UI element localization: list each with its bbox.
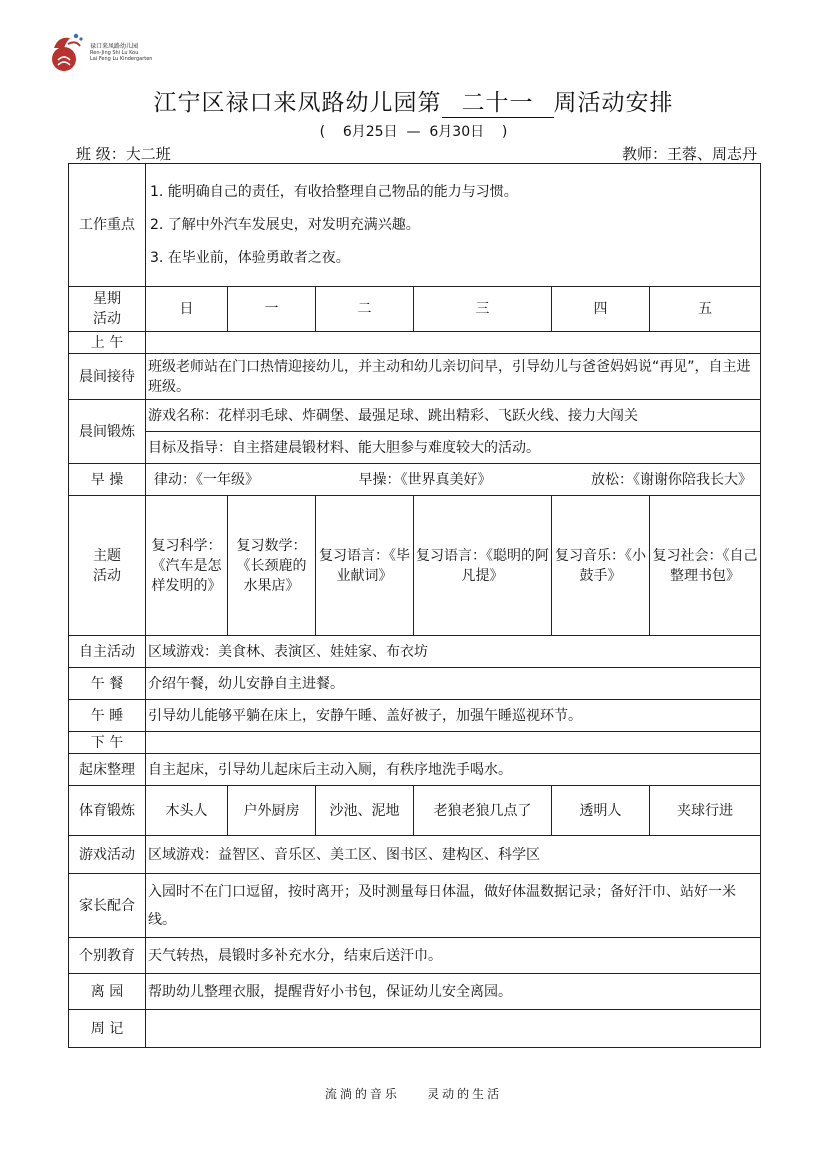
- afternoon-section-row: [69, 732, 761, 754]
- notes-row: [69, 1010, 761, 1048]
- reception-text: 班级老师站在门口热情迎接幼儿，并主动和幼儿亲切问早，引导幼儿与爸爸妈妈说“再见”，自主进班级。: [146, 354, 761, 400]
- game-text: 区域游戏：益智区、音乐区、美工区、图书区、建构区、科学区: [146, 836, 761, 874]
- day-tue: 二: [316, 287, 414, 332]
- pe-fri: 夹球行进: [650, 786, 761, 836]
- morning-section-row: [69, 332, 761, 354]
- focus-content: [146, 164, 761, 287]
- day-wed: 三: [414, 287, 552, 332]
- wakeup-text: 自主起床，引导幼儿起床后主动入厕，有秩序地洗手喝水。: [146, 754, 761, 786]
- afternoon-section-label: 下 午: [69, 732, 146, 754]
- weekday-label: 星期: [93, 291, 121, 307]
- focus-label: 工作重点: [69, 164, 146, 287]
- logo-name-en2: Lai Feng Lu Kindergarten: [90, 56, 153, 62]
- class-label: 班 级：大二班: [76, 145, 171, 163]
- game-label: 游戏活动: [69, 836, 146, 874]
- individual-label: 个别教育: [69, 938, 146, 974]
- drill-content: [146, 464, 761, 496]
- theme-label-2: 活动: [93, 567, 121, 584]
- individual-text: 天气转热，晨锻时多补充水分，结束后送汗巾。: [146, 938, 761, 974]
- lunch-label: 午 餐: [69, 668, 146, 700]
- theme-wed: 复习语言：《聪明的阿凡提》: [414, 496, 552, 636]
- nap-label: 午 睡: [69, 700, 146, 732]
- logo-name-cn: 禄口来凤路幼儿园: [90, 43, 139, 50]
- teacher-label: 教师：王蓉、周志丹: [621, 145, 757, 163]
- theme-label-1: 主题: [93, 547, 121, 564]
- wakeup-label: 起床整理: [69, 754, 146, 786]
- pe-wed: 老狼老狼几点了: [414, 786, 552, 836]
- pe-sun: 木头人: [146, 786, 228, 836]
- exercise-games: 游戏名称：花样羽毛球、炸碉堡、最强足球、跳出精彩、飞跃火线、接力大闯关: [146, 400, 761, 432]
- day-thu: 四: [552, 287, 650, 332]
- lunch-text: 介绍午餐，幼儿安静自主进餐。: [146, 668, 761, 700]
- leave-row: [69, 974, 761, 1010]
- theme-fri: 复习社会：《自己整理书包》: [650, 496, 761, 636]
- theme-label: [69, 496, 146, 636]
- date-range: ( 6月25日 — 6月30日 ): [319, 124, 508, 140]
- activity-label: 活动: [93, 311, 121, 327]
- leave-text: 帮助幼儿整理衣服，提醒背好小书包，保证幼儿安全离园。: [146, 974, 761, 1010]
- morning-section-label: 上 午: [69, 332, 146, 354]
- reception-row: [69, 354, 761, 400]
- reception-label: 晨间接待: [69, 354, 146, 400]
- theme-thu: 复习音乐：《小鼓手》: [552, 496, 650, 636]
- self-activity-text: 区域游戏：美食林、表演区、娃娃家、布衣坊: [146, 636, 761, 668]
- lunch-row: [69, 668, 761, 700]
- self-activity-label: 自主活动: [69, 636, 146, 668]
- pe-thu: 透明人: [552, 786, 650, 836]
- drill-rhythm: 律动：《一年级》: [154, 471, 259, 488]
- footer-slogan: 流淌的音乐 灵动的生活: [324, 1087, 503, 1101]
- logo-name-en1: Ren-Jing Shi Lu Kou: [90, 50, 139, 56]
- logo-emblem-icon: [46, 30, 86, 74]
- drill-exercise: 早操：《世界真美好》: [358, 471, 492, 488]
- theme-mon: 复习数学：《长颈鹿的水果店》: [228, 496, 316, 636]
- exercise-goal-row: [69, 432, 761, 464]
- parents-row: [69, 874, 761, 938]
- title-suffix: 周活动安排: [553, 90, 674, 116]
- pe-mon: 户外厨房: [228, 786, 316, 836]
- theme-tue: 复习语言：《毕业献词》: [316, 496, 414, 636]
- notes-text[interactable]: [146, 1010, 761, 1048]
- game-row: [69, 836, 761, 874]
- leave-label: 离 园: [69, 974, 146, 1010]
- nap-text: 引导幼儿能够平躺在床上，安静午睡、盖好被子，加强午睡巡视环节。: [146, 700, 761, 732]
- focus-item-1: 1. 能明确自己的责任，有收拾整理自己物品的能力与习惯。: [150, 183, 518, 200]
- pe-label: 体育锻炼: [69, 786, 146, 836]
- day-fri: 五: [650, 287, 761, 332]
- focus-item-2: 2. 了解中外汽车发展史，对发明充满兴趣。: [150, 216, 420, 233]
- logo-text: [90, 44, 152, 62]
- exercise-label: 晨间锻炼: [69, 400, 146, 464]
- pe-row: [69, 786, 761, 836]
- theme-row: [69, 496, 761, 636]
- exercise-games-row: [69, 400, 761, 432]
- wakeup-row: [69, 754, 761, 786]
- exercise-goal: 目标及指导：自主搭建晨锻材料、能大胆参与难度较大的活动。: [146, 432, 761, 464]
- focus-row: [69, 164, 761, 287]
- focus-item-3: 3. 在毕业前，体验勇敢者之夜。: [150, 249, 350, 266]
- parents-text: 入园时不在门口逗留，按时离开；及时测量每日体温，做好体温数据记录；备好汗巾、站好一米线。: [146, 874, 761, 938]
- nap-row: [69, 700, 761, 732]
- days-header-row: [69, 287, 761, 332]
- notes-label: 周 记: [69, 1010, 146, 1048]
- kindergarten-logo: [46, 30, 176, 78]
- drill-label: 早 操: [69, 464, 146, 496]
- week-number: 二十一: [442, 84, 554, 118]
- days-header-label: [69, 287, 146, 332]
- theme-sun: 复习科学：《汽车是怎样发明的》: [146, 496, 228, 636]
- title-prefix: 江宁区禄口来凤路幼儿园第: [153, 90, 442, 116]
- pe-tue: 沙池、泥地: [316, 786, 414, 836]
- day-mon: 一: [228, 287, 316, 332]
- drill-relax: 放松：《谢谢你陪我长大》: [591, 471, 752, 488]
- individual-row: [69, 938, 761, 974]
- page-title: [0, 84, 827, 118]
- schedule-table: [68, 163, 761, 1048]
- day-sun: 日: [146, 287, 228, 332]
- self-activity-row: [69, 636, 761, 668]
- drill-row: [69, 464, 761, 496]
- parents-label: 家长配合: [69, 874, 146, 938]
